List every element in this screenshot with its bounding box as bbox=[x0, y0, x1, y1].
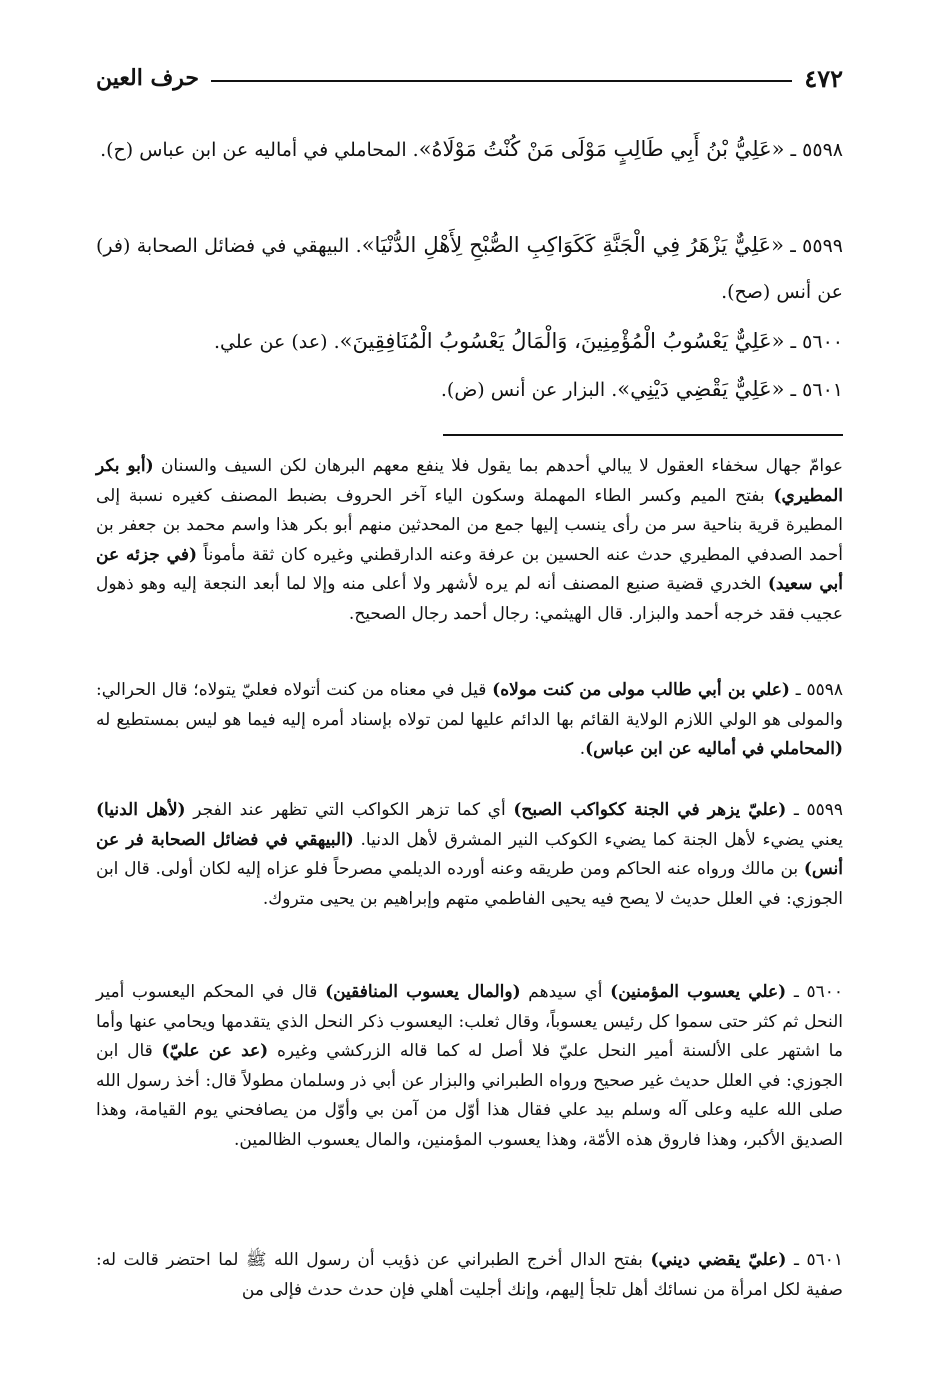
hadith-source: . البزار عن أنس (ض). bbox=[440, 379, 618, 401]
hadith-5600: ٥٦٠٠ ـ «عَلِيٌّ يَعْسُوبُ الْمُؤْمِنِينَ، وَالْمَالُ يَعْسُوبُ الْمُنَافِقِينَ». (عد) عن علي. bbox=[214, 329, 843, 353]
commentary-number: ٥٦٠٠ ـ bbox=[786, 982, 843, 1002]
commentary-bold: (أبو بكر المطيري) bbox=[96, 456, 843, 506]
commentary-5600 bbox=[96, 978, 843, 1155]
commentary-text: قال ابن الجوزي: في العلل حديث غير صحيح ورواه الطبراني والبزار عن أبي ذر وسلمان مطولاً قال: أخذ رسول الله صلى الله عليه وعلى آله وسلم بيد علي فقال هذا أوّل من آمن بي وأوّل من يصافحني يوم القيامة، وهذا الصديق الأكبر، وهذا فاروق هذه الأمّة، وهذا يعسوب المؤمنين، والمال يعسوب الظالمين. bbox=[96, 1041, 843, 1150]
commentary-text: . bbox=[579, 739, 586, 759]
commentary-text: يعني يضيء لأهل الجنة كما يضيء الكوكب النير المشرق لأهل الدنيا. bbox=[353, 829, 843, 850]
commentary-bold: (علي بن أبي طالب مولى من كنت مولاه) bbox=[492, 680, 790, 700]
hadith-number: ٥٥٩٩ bbox=[802, 235, 843, 257]
hadith-text: «عَلِيُّ بْنُ أَبِي طَالِبٍ مَوْلَى مَنْ كُنْتُ مَوْلَاهُ» bbox=[418, 137, 785, 161]
hadith-source: . البيهقي في فضائل الصحابة (فر) عن أنس (صح). bbox=[96, 235, 843, 303]
commentary-bold: (المحاملي في أماليه عن ابن عباس) bbox=[585, 739, 843, 759]
commentary-number: ٥٦٠١ ـ bbox=[786, 1250, 843, 1270]
commentary-text: بفتح الدال أخرج الطبراني عن ذؤيب أن رسول الله ﷺ لما احتضر قالت له: صفية لكل امرأة من نسائك أهل تلجأ إليهم، وإنك أجليت أهلي فإن حدث حدث فإلى من bbox=[96, 1250, 843, 1300]
commentary-text: قال في المحكم اليعسوب أمير النحل ثم كثر حتى سموا كل رئيس يعسوباً، وقال ثعلب: اليعسوب ذكر النحل الذي يتقدمها ويحامي عنها وأما ما اشتهر على الألسنة أمير النحل عليّ فلا أصل له كما قاله الزركشي وغيره bbox=[96, 982, 843, 1061]
commentary-bold: (عليّ يزهر في الجنة ككواكب الصبح) bbox=[513, 800, 787, 820]
chapter-title: حرف العين bbox=[96, 65, 200, 91]
page-header bbox=[96, 58, 843, 98]
commentary-number: ٥٥٩٩ ـ bbox=[786, 800, 844, 820]
commentary-5599 bbox=[96, 796, 843, 914]
page-number: ٤٧٢ bbox=[804, 63, 843, 93]
commentary-bold: (والمال يعسوب المنافقين) bbox=[325, 982, 521, 1002]
commentary-5598 bbox=[96, 676, 843, 765]
commentary-intro bbox=[96, 452, 843, 629]
commentary-text: بن مالك ورواه عنه الحاكم ومن طريقه وعنه أورده الديلمي مصرحاً فلو عزاه إليه لكان أولى. قال ابن الجوزي: في العلل حديث لا يصح فيه يحيى الفاطمي متهم وإبراهيم بن يحيى متروك. bbox=[96, 859, 843, 909]
commentary-text: أي سيدهم bbox=[520, 982, 611, 1002]
commentary-bold: (عليّ يقضي ديني) bbox=[650, 1250, 787, 1270]
hadith-text: «عَلِيٌّ يَزْهَرُ فِي الْجَنَّةِ كَكَوَاكِبِ الصُّبْحِ لِأَهْلِ الدُّنْيَا» bbox=[361, 233, 784, 257]
hadith-number: ٥٦٠٠ bbox=[802, 331, 843, 353]
commentary-text: قيل في معناه من كنت أتولاه فعليّ يتولاه؛ قال الحرالي: والمولى هو الولي اللازم الولاية القائم بها الدائم عليها لمن تولاه بإسناد أمره إليه فيما هو ليس بمستطيع له bbox=[96, 680, 843, 730]
commentary-bold: (عد عن عليّ) bbox=[161, 1041, 269, 1061]
footnote-divider bbox=[443, 434, 843, 436]
hadith-5598: ٥٥٩٨ ـ «عَلِيُّ بْنُ أَبِي طَالِبٍ مَوْلَى مَنْ كُنْتُ مَوْلَاهُ». المحاملي في أماليه عن ابن عباس (ح). bbox=[100, 137, 843, 161]
header-rule bbox=[211, 80, 792, 82]
hadith-text: «عَلِيٌّ يَعْسُوبُ الْمُؤْمِنِينَ، وَالْمَالُ يَعْسُوبُ الْمُنَافِقِينَ» bbox=[339, 329, 785, 353]
commentary-bold: (في جزئه عن أبي سعيد) bbox=[96, 544, 843, 594]
commentary-text: بفتح الميم وكسر الطاء المهملة وسكون الياء آخر الحروف بضبط المصنف كغيره نسبة إلى المطيرة قرية بناحية سر من رأى ينسب إليها جمع من المحدثين منهم أبو بكر هذا واسم محمد بن جعفر بن أحمد الصدفي المطيري حدث عنه الحسين بن عرفة وعنه الدارقطني وغيره كان ثقة مأموناً bbox=[96, 485, 843, 565]
commentary-text: عوامّ جهال سخفاء العقول لا يبالي أحدهم بما يقول فلا ينفع معهم البرهان لكن السيف والسنان bbox=[153, 456, 844, 476]
commentary-bold: (علي يعسوب المؤمنين) bbox=[610, 982, 787, 1002]
commentary-bold: (لأهل الدنيا) bbox=[96, 800, 186, 820]
hadith-text: «عَلِيٌّ يَقْضِي دَيْنِي» bbox=[617, 377, 785, 401]
hadith-number: ٥٥٩٨ bbox=[802, 139, 843, 161]
hadith-source: . (عد) عن علي. bbox=[214, 331, 340, 353]
hadith-5599: ٥٥٩٩ ـ «عَلِيٌّ يَزْهَرُ فِي الْجَنَّةِ كَكَوَاكِبِ الصُّبْحِ لِأَهْلِ الدُّنْيَا». البيهقي في فضائل الصحابة (فر) عن أنس (صح). bbox=[96, 233, 843, 303]
hadith-5601: ٥٦٠١ ـ «عَلِيٌّ يَقْضِي دَيْنِي». البزار عن أنس (ض). bbox=[440, 377, 843, 401]
commentary-5601 bbox=[96, 1246, 843, 1305]
hadith-source: . المحاملي في أماليه عن ابن عباس (ح). bbox=[100, 139, 419, 161]
commentary-bold: (البيهقي في فضائل الصحابة فر عن أنس) bbox=[96, 829, 843, 879]
hadith-number: ٥٦٠١ bbox=[802, 379, 843, 401]
commentary-text: أي كما تزهر الكواكب التي تظهر عند الفجر bbox=[185, 800, 514, 820]
commentary-number: ٥٥٩٨ ـ bbox=[789, 680, 844, 700]
commentary-text: الخدري قضية صنيع المصنف أنه لم يره لأشهر ولا أعلى منه وإلا لما أبعد النجعة إليه وهو ذهول عجيب فقد خرجه أحمد والبزار. قال الهيثمي: رجال أحمد رجال الصحيح. bbox=[96, 574, 843, 624]
